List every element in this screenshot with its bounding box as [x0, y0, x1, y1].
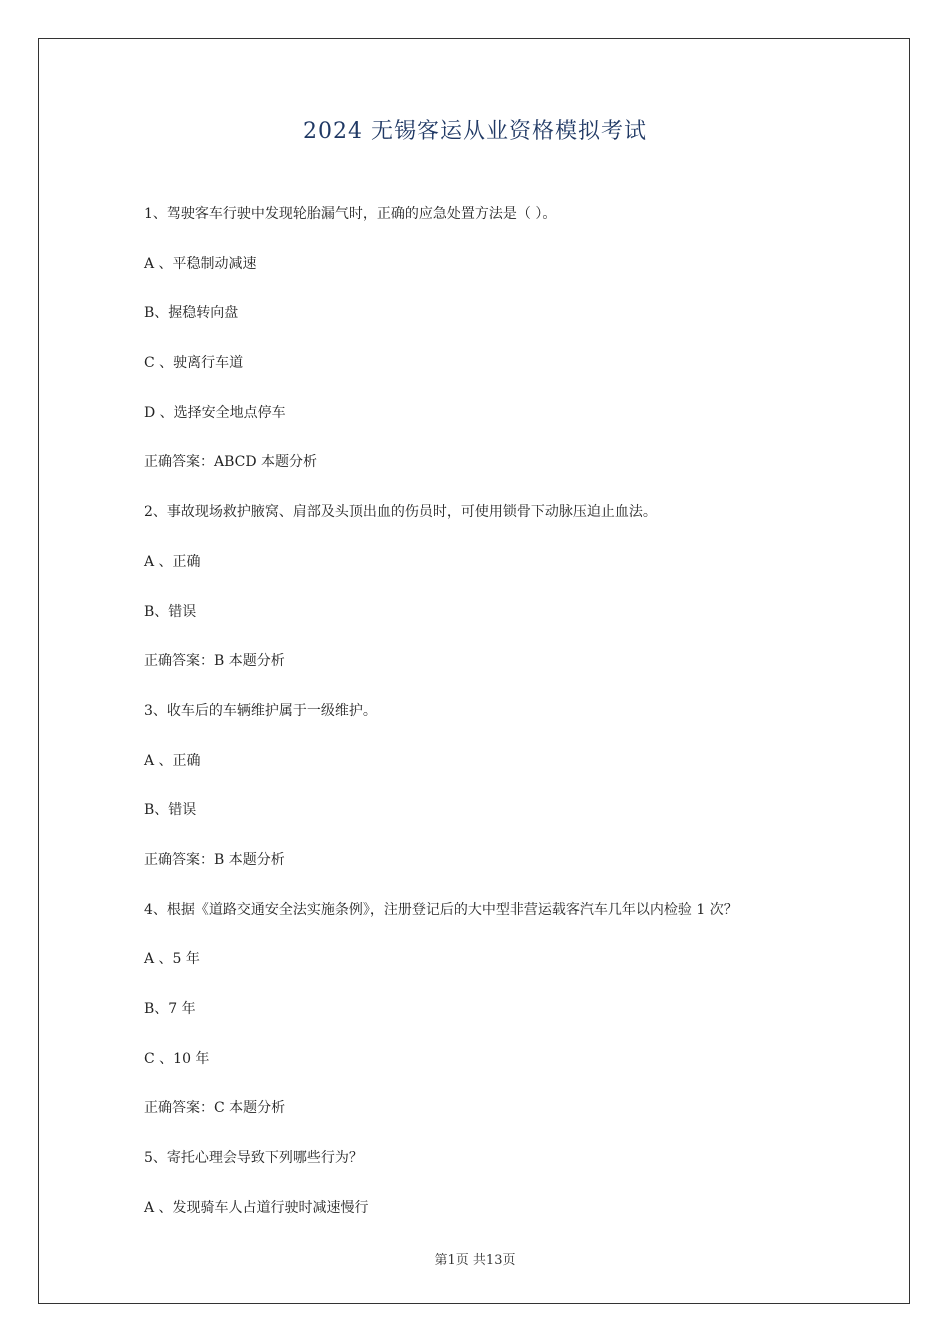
question-5-text: 5、寄托心理会导致下列哪些行为？ — [144, 1150, 363, 1167]
page-number-footer: 第1页 共13页 — [434, 1253, 516, 1268]
question-2-text: 2、事故现场救护腋窝、肩部及头顶出血的伤员时，可使用锁骨下动脉压迫止血法。 — [144, 504, 657, 521]
question-3-text: 3、收车后的车辆维护属于一级维护。 — [144, 702, 377, 719]
question-5-option-a: A 、发现骑车人占道行驶时减速慢行 — [144, 1199, 369, 1216]
question-4-option-c: C 、10 年 — [144, 1050, 210, 1067]
question-4-answer: 正确答案：C 本题分析 — [144, 1100, 286, 1117]
question-1-answer: 正确答案：ABCD 本题分析 — [144, 454, 318, 471]
question-list — [144, 202, 844, 1245]
question-1-option-a: A 、平稳制动减速 — [144, 255, 257, 272]
question-3-option-b: B、错误 — [144, 802, 197, 819]
question-3-option-a: A 、正确 — [144, 752, 201, 769]
question-2-option-a: A 、正确 — [144, 553, 201, 570]
question-1-option-d: D 、选择安全地点停车 — [144, 404, 286, 421]
question-2-option-b: B、错误 — [144, 603, 197, 620]
question-4-option-b: B、7 年 — [144, 1001, 196, 1017]
question-3-answer: 正确答案：B 本题分析 — [144, 851, 285, 868]
document-title: 2024 无锡客运从业资格模拟考试 — [303, 119, 647, 144]
question-1-text: 1、驾驶客车行驶中发现轮胎漏气时，正确的应急处置方法是（ ）。 — [144, 206, 557, 222]
question-4-option-a: A 、5 年 — [144, 951, 200, 968]
question-1-option-c: C 、驶离行车道 — [144, 355, 244, 372]
question-1-option-b: B、握稳转向盘 — [144, 305, 239, 322]
question-4-text: 4、根据《道路交通安全法实施条例》，注册登记后的大中型非营运载客汽车几年以内检验 1 次？ — [144, 901, 738, 918]
question-2-answer: 正确答案：B 本题分析 — [144, 653, 285, 670]
